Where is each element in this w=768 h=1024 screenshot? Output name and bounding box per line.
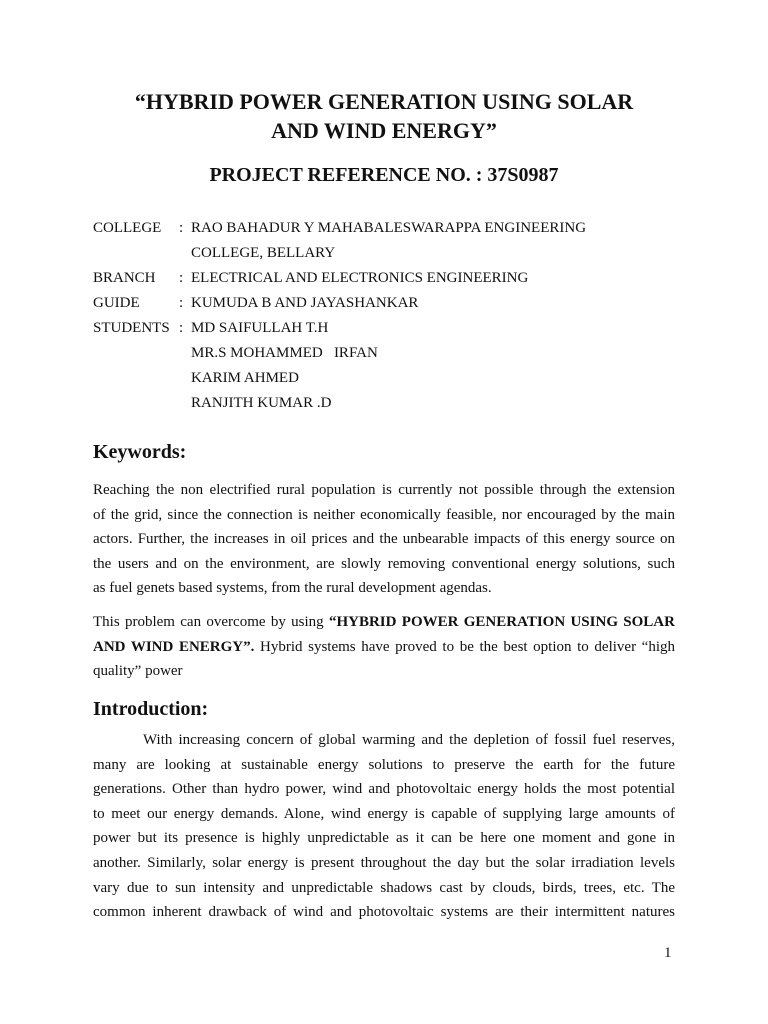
intro-line-6: another. Similarly, solar energy is present throughout the day but the solar irradiation levels xyxy=(93,854,675,871)
keywords-p1-line-3: actors. Further, the increases in oil prices and the unbearable impacts of this energy source on xyxy=(93,531,675,548)
student-name-3: KARIM AHMED xyxy=(191,370,299,386)
keywords-p1-line-1: Reaching the non electrified rural population is currently not possible through the extension xyxy=(93,482,675,498)
intro-line-4: to meet our energy demands. Alone, wind energy is capable of supplying large amounts of xyxy=(93,805,675,822)
info-row-student-4 xyxy=(93,391,693,416)
student-name-1: MD SAIFULLAH T.H xyxy=(191,320,329,336)
info-row-student-3 xyxy=(93,366,693,391)
keywords-p1-line-4: the users and on the environment, are slowly removing conventional energy solutions, such xyxy=(93,555,675,572)
title-line-2: AND WIND ENERGY” xyxy=(271,118,497,143)
info-row-branch xyxy=(93,266,693,291)
keywords-p2-line-2 xyxy=(93,635,675,660)
page-number: 1 xyxy=(664,945,672,961)
keywords-p2-line-2-post: Hybrid systems have proved to be the best option to deliver “high xyxy=(254,638,675,655)
info-row-college-cont xyxy=(93,241,693,266)
keywords-paragraph-1 xyxy=(93,478,675,601)
college-label: COLLEGE xyxy=(93,220,162,236)
keywords-p2-line-1-pre: This problem can overcome by using xyxy=(93,614,329,630)
keywords-p2-line-1 xyxy=(93,610,675,635)
title-line-1: “HYBRID POWER GENERATION USING SOLAR xyxy=(134,89,634,114)
branch-colon: : xyxy=(179,270,184,286)
project-reference: PROJECT REFERENCE NO. : 37S0987 xyxy=(209,164,559,186)
branch-value: ELECTRICAL AND ELECTRONICS ENGINEERING xyxy=(191,270,529,286)
student-name-2: MR.S MOHAMMED IRFAN xyxy=(191,345,378,361)
college-value-line-1: RAO BAHADUR Y MAHABALESWARAPPA ENGINEERING xyxy=(191,220,587,236)
guide-label: GUIDE xyxy=(93,295,140,311)
keywords-heading: Keywords: xyxy=(93,441,187,463)
keywords-p1-line-2: of the grid, since the connection is neither economically feasible, nor encouraged by the main xyxy=(93,506,675,523)
college-colon: : xyxy=(179,220,184,236)
info-row-guide xyxy=(93,291,693,316)
branch-label: BRANCH xyxy=(93,270,156,286)
students-label: STUDENTS xyxy=(93,320,170,336)
document-title xyxy=(60,87,708,145)
intro-line-7: vary due to sun intensity and unpredictable shadows cast by clouds, birds, trees, etc. The xyxy=(93,879,675,896)
keywords-p2-line-3: quality” power xyxy=(93,663,183,680)
intro-line-3: generations. Other than hydro power, wind and photovoltaic energy holds the most potential xyxy=(93,781,675,798)
intro-line-1: With increasing concern of global warming and the depletion of fossil fuel reserves, xyxy=(143,732,675,748)
students-colon: : xyxy=(179,320,184,336)
guide-value: KUMUDA B AND JAYASHANKAR xyxy=(191,295,419,311)
student-name-4: RANJITH KUMAR .D xyxy=(191,395,332,411)
info-row-college xyxy=(93,216,693,241)
intro-line-2: many are looking at sustainable energy solutions to preserve the earth for the future xyxy=(93,756,675,773)
hybrid-title-emphasis-2: AND WIND ENERGY”. xyxy=(93,638,255,655)
keywords-p1-line-5: as fuel genets based systems, from the rural development agendas. xyxy=(93,580,492,597)
introduction-paragraph xyxy=(93,728,675,925)
info-row-students xyxy=(93,316,693,341)
introduction-heading: Introduction: xyxy=(93,698,209,720)
info-row-student-2 xyxy=(93,341,693,366)
keywords-paragraph-2 xyxy=(93,610,675,684)
college-value-line-2: COLLEGE, BELLARY xyxy=(191,245,336,261)
guide-colon: : xyxy=(179,295,184,311)
hybrid-title-emphasis-1: “HYBRID POWER GENERATION USING SOLAR xyxy=(328,614,675,630)
project-info xyxy=(93,216,693,416)
intro-line-5: power but its presence is highly unpredictable as it can be here one moment and gone in xyxy=(93,830,675,847)
intro-line-8: common inherent drawback of wind and photovoltaic systems are their intermittent natures xyxy=(93,904,675,921)
